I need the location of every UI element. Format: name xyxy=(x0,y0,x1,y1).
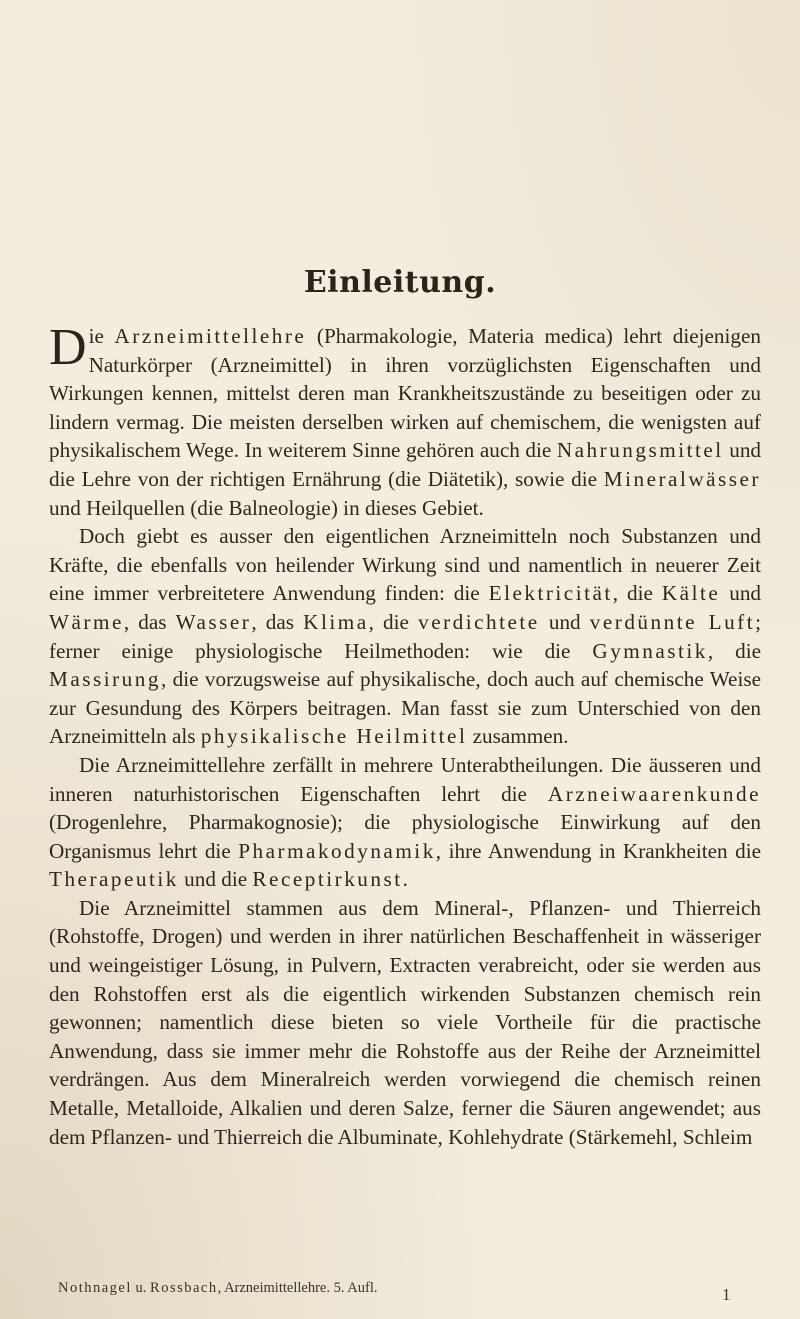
spaced-term: Nahrungsmittel xyxy=(556,438,724,463)
spaced-term: Wasser xyxy=(175,609,252,634)
spaced-term: Arzneiwaarenkunde xyxy=(547,781,761,806)
paragraph-1: Die Arzneimittellehre (Pharmakologie, Materia medica) lehrt diejenigen Naturkörper (Arzneimittel) in ihren vorzüglichsten Eigenschaften und Wirkungen kennen, mittelst deren man Krankheitszustände zu beseitigen oder zu lindern vermag. Die meisten derselben wirken auf chemischem, die wenigsten auf physikalischem Wege. In weiterem Sinne gehören auch die Nahrungsmittel und die Lehre von der richtigen Ernährung (die Diätetik), sowie die Mineralwässer und Heilquellen (die Balneologie) in dieses Gebiet. xyxy=(49,319,762,520)
spaced-term: physikalische Heilmittel xyxy=(200,724,468,749)
spaced-term: Wärme xyxy=(49,609,124,634)
body-text xyxy=(49,319,762,1151)
paragraph-2: Doch giebt es ausser den eigentlichen Arzneimitteln noch Substanzen und Kräfte, die ebenfalls von heilender Wirkung sind und namentlich in neuerer Zeit eine immer verbreitetere Anwendung finden: die Elektricität, die Kälte und Wärme, das Wasser, das Klima, die verdichtete und verdünnte Luft; ferner einige physiologische Heilmethoden: wie die Gymnastik, die Massirung, die vorzugsweise auf physikalische, doch auch auf chemische Weise zur Gesundung des Körpers beitragen. Man fasst sie zum Unterschied von den Arzneimitteln als physikalische Heilmittel zusammen. xyxy=(49,524,762,749)
spaced-term: Massirung xyxy=(49,667,161,692)
spaced-term: Elektricität xyxy=(488,581,613,606)
spaced-term: Mineralwässer xyxy=(603,466,761,491)
chapter-title: Einleitung. xyxy=(303,265,497,300)
paragraph-3: Die Arzneimittellehre zerfällt in mehrere Unterabtheilungen. Die äusseren und inneren naturhistorischen Eigenschaften lehrt die Arzneiwaarenkunde (Drogenlehre, Pharmakognosie); die physiologische Einwirkung auf den Organismus lehrt die Pharmakodynamik, ihre Anwendung in Krankheiten die Therapeutik und die Receptirkunst. xyxy=(49,752,762,892)
drop-cap: D xyxy=(49,319,87,376)
spaced-term: Therapeutik xyxy=(49,867,179,892)
spaced-term: verdünnte Luft xyxy=(589,609,756,634)
spaced-term: Receptirkunst xyxy=(252,867,403,892)
author-name: Rossbach xyxy=(150,1280,218,1296)
author-name: Nothnagel xyxy=(58,1280,132,1296)
spaced-term: Kälte xyxy=(661,581,721,606)
spaced-term: Arzneimittellehre xyxy=(114,324,307,348)
paragraph-4: Die Arzneimittel stammen aus dem Mineral-, Pflanzen- und Thierreich (Rohstoffe, Drogen) und werden in ihrer natürlichen Beschaffenheit in wässeriger und weingeistiger Lösung, in Pulvern, Extracten verabreicht, oder sie werden aus den Rohstoffen erst als die eigentlich wirkenden Substanzen chemisch rein gewonnen; namentlich diese bieten so viele Vortheile für die practische Anwendung, dass sie immer mehr die Rohstoffe aus der Reihe der Arzneimittel verdrängen. Aus dem Mineralreich werden vorwiegend die chemisch reinen Metalle, Metalloide, Alkalien und deren Salze, ferner die Säuren angewendet; aus dem Pflanzen- und Thierreich die Albuminate, Kohlehydrate (Stärkemehl, Schleim xyxy=(49,895,761,1149)
footer-signature: Nothnagel u. Rossbach, Arzneimittellehre. 5. Aufl. xyxy=(58,1280,378,1296)
spaced-term: verdichtete xyxy=(418,609,540,634)
spaced-term: Klima xyxy=(303,609,369,634)
spaced-term: Pharmakodynamik xyxy=(238,838,436,863)
spaced-term: Gymnastik xyxy=(592,638,708,663)
page-number: 1 xyxy=(722,1285,731,1304)
